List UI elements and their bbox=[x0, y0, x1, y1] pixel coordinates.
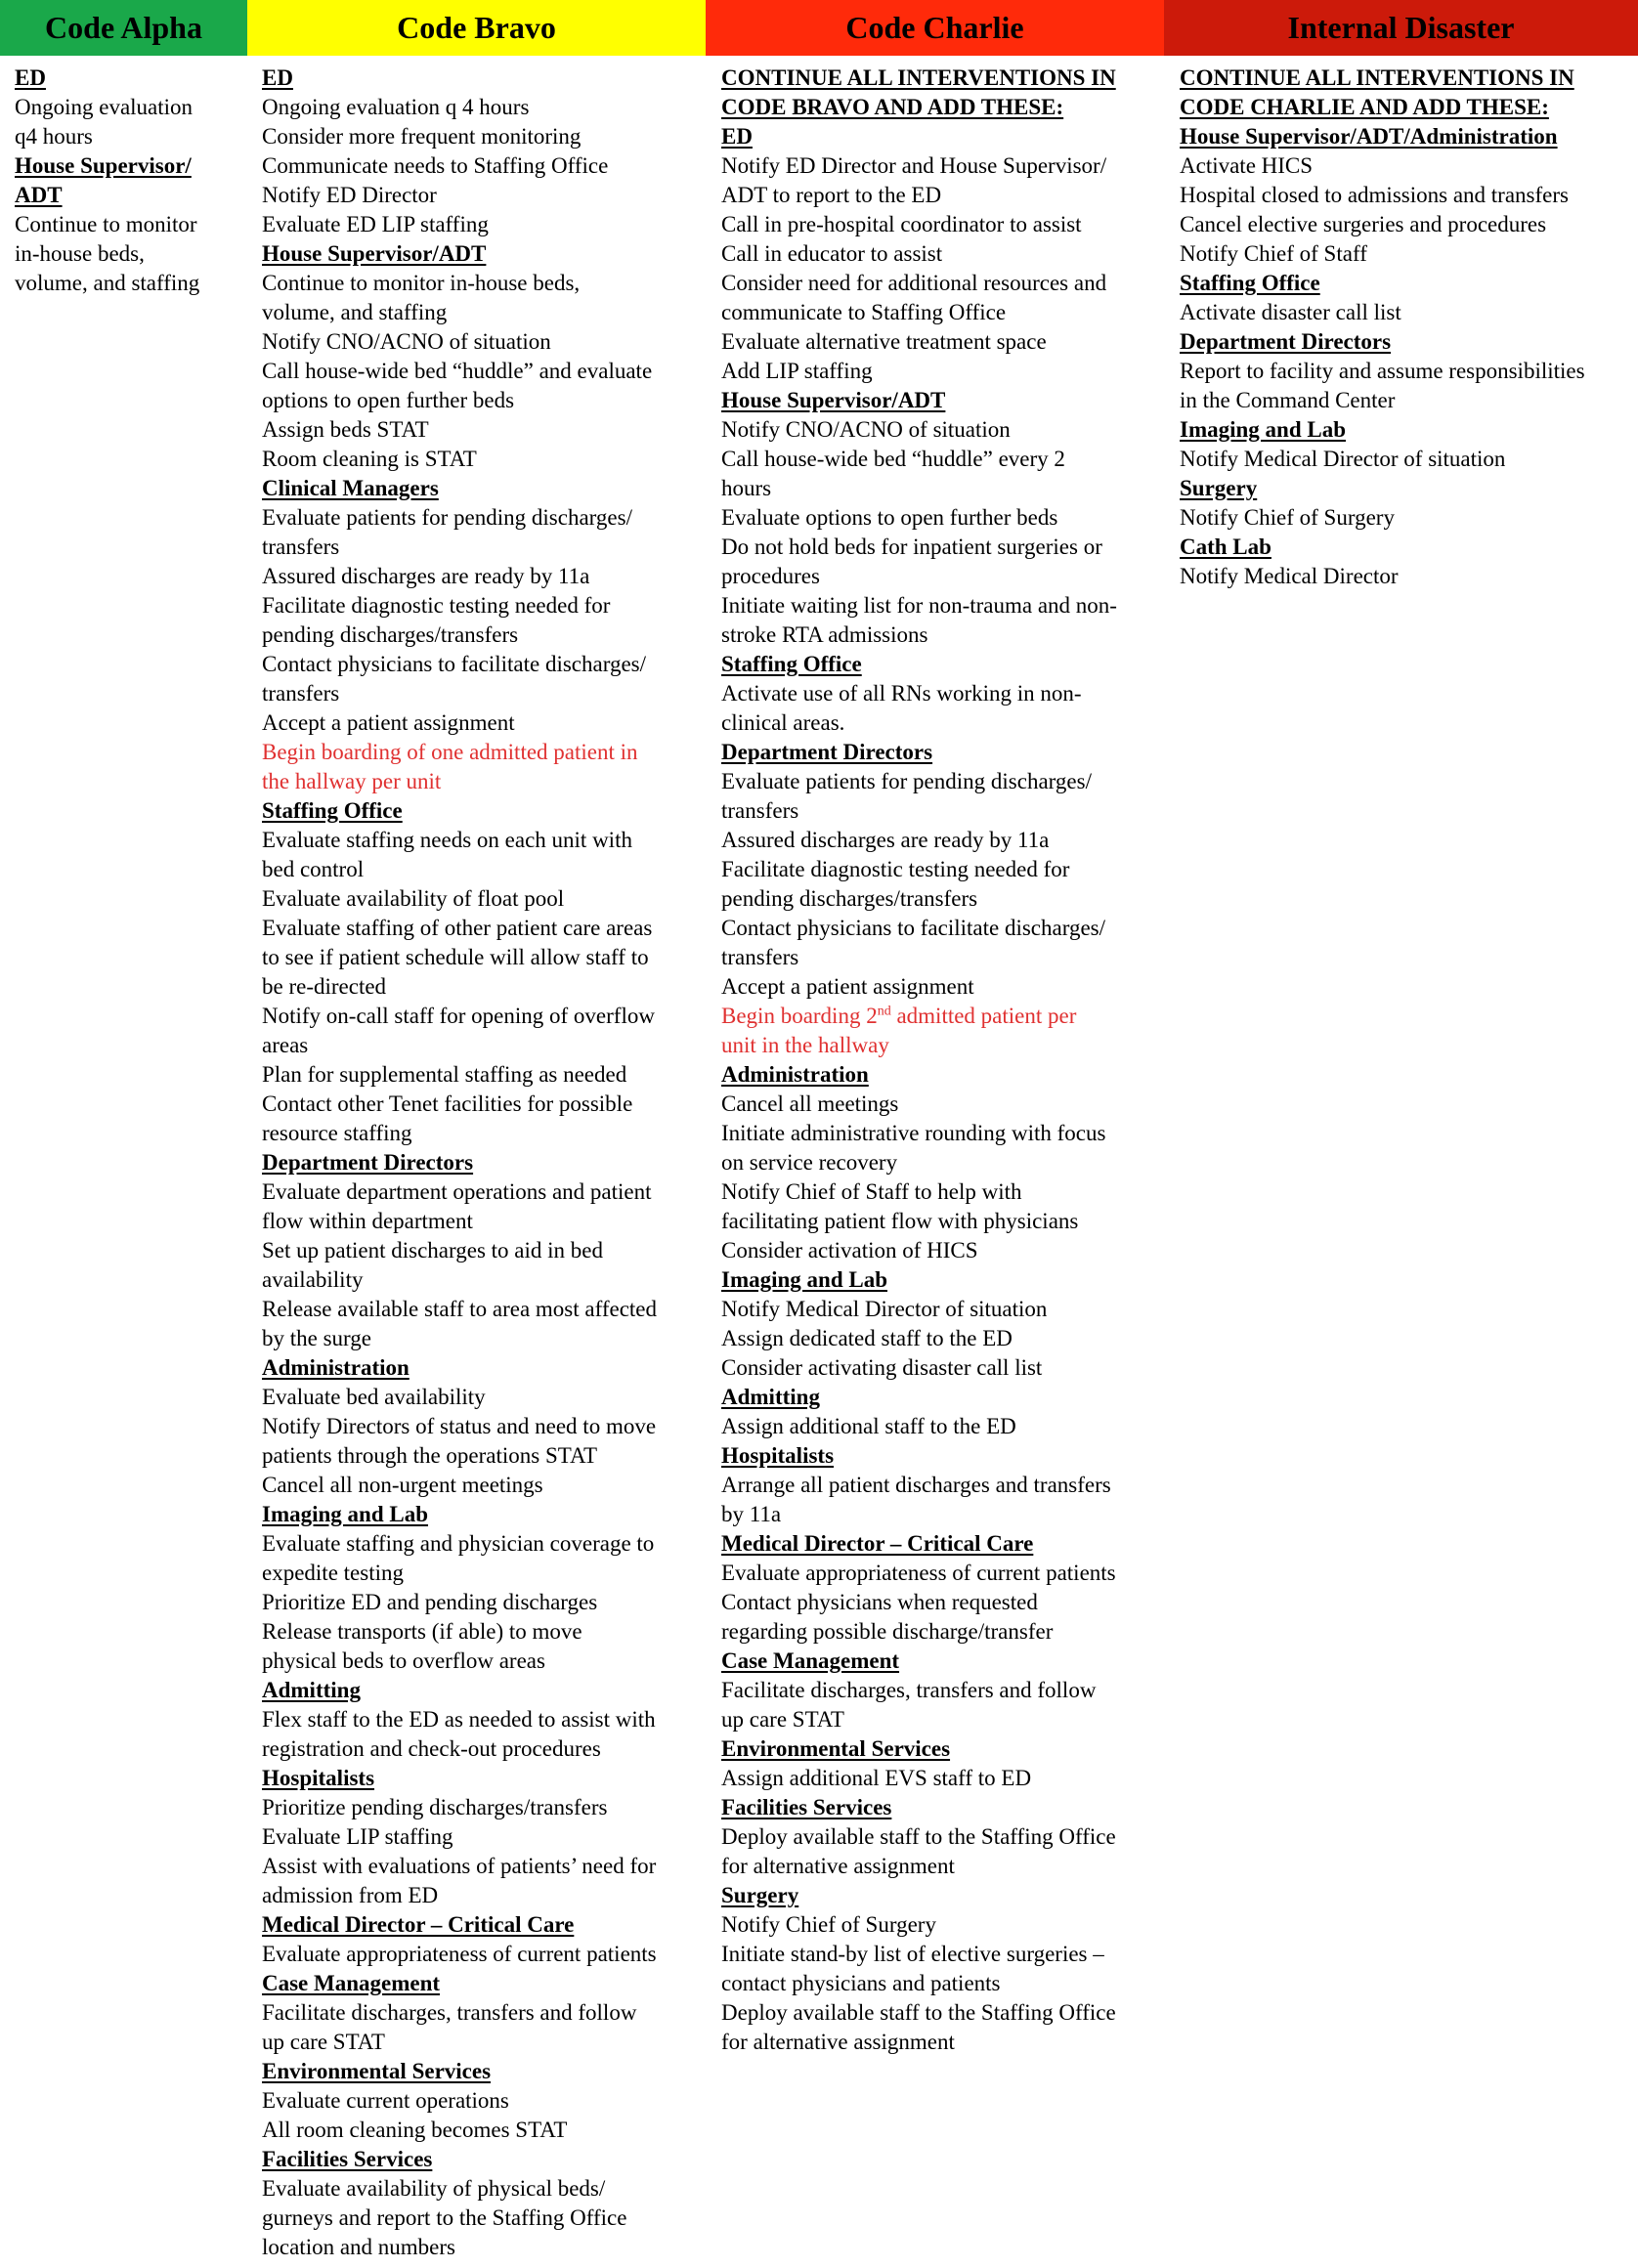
section-heading: Administration bbox=[262, 1355, 410, 1380]
section-heading: Medical Director – Critical Care bbox=[721, 1531, 1034, 1556]
action-line: Accept a patient assignment bbox=[721, 974, 974, 999]
action-line: Facilitate diagnostic testing needed for bbox=[262, 593, 611, 618]
action-line: volume, and staffing bbox=[15, 271, 200, 295]
action-line: Notify Medical Director bbox=[1180, 564, 1399, 588]
action-line: Notify Chief of Surgery bbox=[721, 1912, 936, 1937]
column-code-bravo bbox=[247, 64, 706, 2262]
action-line: Report to facility and assume responsibilities bbox=[1180, 359, 1585, 383]
action-line: be re-directed bbox=[262, 974, 387, 999]
action-line: Consider activating disaster call list bbox=[721, 1355, 1043, 1380]
action-line: bed control bbox=[262, 857, 365, 881]
action-line: Assist with evaluations of patients’ need for bbox=[262, 1854, 657, 1878]
action-line: Release transports (if able) to move bbox=[262, 1619, 582, 1644]
section-heading: ED bbox=[15, 65, 46, 90]
action-line: Notify CNO/ACNO of situation bbox=[262, 329, 551, 354]
action-line: Notify CNO/ACNO of situation bbox=[721, 417, 1011, 442]
action-line: Facilitate diagnostic testing needed for bbox=[721, 857, 1070, 881]
action-line: Contact physicians when requested bbox=[721, 1590, 1038, 1614]
action-line: Notify Directors of status and need to move bbox=[262, 1414, 657, 1438]
header-code-bravo: Code Bravo bbox=[247, 0, 706, 56]
action-line: Contact physicians to facilitate discharges/ bbox=[262, 652, 647, 676]
action-line: Assured discharges are ready by 11a bbox=[721, 828, 1050, 852]
section-heading: Imaging and Lab bbox=[262, 1502, 429, 1526]
action-line: Evaluate options to open further beds bbox=[721, 505, 1058, 530]
action-line: Assign dedicated staff to the ED bbox=[721, 1326, 1013, 1350]
action-line: Room cleaning is STAT bbox=[262, 447, 477, 471]
action-line: Continue to monitor in-house beds, bbox=[262, 271, 581, 295]
action-line: All room cleaning becomes STAT bbox=[262, 2118, 568, 2142]
action-line: Evaluate alternative treatment space bbox=[721, 329, 1047, 354]
section-heading: House Supervisor/ bbox=[15, 153, 192, 178]
section-heading: CONTINUE ALL INTERVENTIONS IN bbox=[721, 65, 1116, 90]
action-line: Evaluate department operations and patient bbox=[262, 1179, 652, 1204]
action-line: Cancel elective surgeries and procedures bbox=[1180, 212, 1547, 236]
section-heading: Department Directors bbox=[721, 740, 933, 764]
header-code-alpha: Code Alpha bbox=[0, 0, 247, 56]
action-line: on service recovery bbox=[721, 1150, 898, 1175]
action-line: by 11a bbox=[721, 1502, 782, 1526]
section-heading: Imaging and Lab bbox=[1180, 417, 1347, 442]
section-heading: Case Management bbox=[721, 1648, 900, 1673]
action-line: patients through the operations STAT bbox=[262, 1443, 598, 1468]
action-line: Notify ED Director bbox=[262, 183, 437, 207]
column-internal-disaster bbox=[1164, 64, 1638, 2262]
action-line: Notify Medical Director of situation bbox=[1180, 447, 1506, 471]
action-line: Evaluate staffing and physician coverage to bbox=[262, 1531, 655, 1556]
section-heading: ADT bbox=[15, 183, 63, 207]
action-line: Notify ED Director and House Supervisor/ bbox=[721, 153, 1107, 178]
section-heading: Medical Director – Critical Care bbox=[262, 1912, 575, 1937]
action-line: Cancel all non-urgent meetings bbox=[262, 1473, 543, 1497]
section-heading: CODE CHARLIE AND ADD THESE: bbox=[1180, 95, 1549, 119]
action-line: physical beds to overflow areas bbox=[262, 1648, 545, 1673]
header-row bbox=[0, 0, 1638, 56]
action-line: contact physicians and patients bbox=[721, 1971, 1001, 1995]
action-line: Assign additional EVS staff to ED bbox=[721, 1766, 1032, 1790]
action-line: Evaluate ED LIP staffing bbox=[262, 212, 489, 236]
action-line: Notify Medical Director of situation bbox=[721, 1297, 1048, 1321]
action-line: expedite testing bbox=[262, 1561, 404, 1585]
section-heading: Facilities Services bbox=[721, 1795, 892, 1819]
highlight-line: the hallway per unit bbox=[262, 769, 442, 793]
action-line: Release available staff to area most affected bbox=[262, 1297, 658, 1321]
line-text: Begin boarding 2 bbox=[721, 1004, 878, 1028]
section-heading: ED bbox=[262, 65, 293, 90]
section-heading: Staffing Office bbox=[721, 652, 862, 676]
action-line: Initiate waiting list for non-trauma and non- bbox=[721, 593, 1117, 618]
section-heading: Surgery bbox=[721, 1883, 799, 1907]
action-line: Prioritize pending discharges/transfers bbox=[262, 1795, 608, 1819]
column-code-alpha bbox=[0, 64, 247, 2262]
action-line: facilitating patient flow with physicians bbox=[721, 1209, 1079, 1233]
action-line: Initiate administrative rounding with focus bbox=[721, 1121, 1106, 1145]
action-line: Activate use of all RNs working in non- bbox=[721, 681, 1082, 706]
action-line: regarding possible discharge/transfer bbox=[721, 1619, 1054, 1644]
action-line: in-house beds, bbox=[15, 241, 145, 266]
action-line: availability bbox=[262, 1267, 364, 1292]
action-line: Do not hold beds for inpatient surgeries or bbox=[721, 535, 1102, 559]
action-line: location and numbers bbox=[262, 2235, 456, 2259]
action-line: Evaluate LIP staffing bbox=[262, 1824, 453, 1849]
action-line: Notify Chief of Surgery bbox=[1180, 505, 1395, 530]
action-line: for alternative assignment bbox=[721, 1854, 955, 1878]
section-heading: Department Directors bbox=[1180, 329, 1392, 354]
action-line: Evaluate patients for pending discharges/ bbox=[262, 505, 632, 530]
action-line: Evaluate availability of float pool bbox=[262, 886, 565, 911]
action-line: Call in educator to assist bbox=[721, 241, 943, 266]
section-heading: Admitting bbox=[262, 1678, 361, 1702]
section-heading: Department Directors bbox=[262, 1150, 474, 1175]
action-line: Notify Chief of Staff bbox=[1180, 241, 1367, 266]
section-heading: Case Management bbox=[262, 1971, 441, 1995]
section-heading: CODE BRAVO AND ADD THESE: bbox=[721, 95, 1064, 119]
action-line: hours bbox=[721, 476, 772, 500]
section-heading: Hospitalists bbox=[721, 1443, 835, 1468]
section-heading: CONTINUE ALL INTERVENTIONS IN bbox=[1180, 65, 1574, 90]
section-heading: Imaging and Lab bbox=[721, 1267, 888, 1292]
line-text: admitted patient per bbox=[890, 1004, 1077, 1028]
column-code-charlie bbox=[706, 64, 1164, 2262]
action-line: transfers bbox=[262, 535, 340, 559]
action-line: Evaluate availability of physical beds/ bbox=[262, 2176, 606, 2201]
action-line: Call house-wide bed “huddle” every 2 bbox=[721, 447, 1065, 471]
section-heading: Cath Lab bbox=[1180, 535, 1272, 559]
action-line: Evaluate bed availability bbox=[262, 1385, 486, 1409]
action-line: Consider need for additional resources and bbox=[721, 271, 1107, 295]
highlight-line: Begin boarding of one admitted patient in bbox=[262, 740, 638, 764]
action-line: Prioritize ED and pending discharges bbox=[262, 1590, 598, 1614]
action-line: Evaluate appropriateness of current patients bbox=[721, 1561, 1116, 1585]
action-line: Call house-wide bed “huddle” and evaluate bbox=[262, 359, 653, 383]
action-line: Initiate stand-by list of elective surgeries – bbox=[721, 1942, 1104, 1966]
action-line: pending discharges/transfers bbox=[262, 622, 519, 647]
action-line: Set up patient discharges to aid in bed bbox=[262, 1238, 603, 1262]
section-heading: Administration bbox=[721, 1062, 869, 1087]
action-line: Continue to monitor bbox=[15, 212, 197, 236]
action-line: Assign beds STAT bbox=[262, 417, 429, 442]
action-line: by the surge bbox=[262, 1326, 372, 1350]
action-line: Evaluate staffing needs on each unit with bbox=[262, 828, 632, 852]
section-heading: Staffing Office bbox=[262, 798, 403, 823]
action-line: procedures bbox=[721, 564, 820, 588]
action-line: Assign additional staff to the ED bbox=[721, 1414, 1016, 1438]
section-heading: Environmental Services bbox=[262, 2059, 492, 2083]
section-heading: ED bbox=[721, 124, 753, 149]
action-line: Deploy available staff to the Staffing Office bbox=[721, 2000, 1116, 2025]
action-line: Ongoing evaluation bbox=[15, 95, 194, 119]
action-line: transfers bbox=[262, 681, 340, 706]
action-line: Notify Chief of Staff to help with bbox=[721, 1179, 1022, 1204]
action-line: options to open further beds bbox=[262, 388, 515, 412]
action-line: Accept a patient assignment bbox=[262, 710, 515, 735]
highlight-line bbox=[721, 1002, 1160, 1031]
action-line: pending discharges/transfers bbox=[721, 886, 978, 911]
action-line: Hospital closed to admissions and transfers bbox=[1180, 183, 1569, 207]
action-line: Call in pre-hospital coordinator to assist bbox=[721, 212, 1082, 236]
section-heading: Admitting bbox=[721, 1385, 820, 1409]
action-line: ADT to report to the ED bbox=[721, 183, 942, 207]
action-line: Add LIP staffing bbox=[721, 359, 873, 383]
action-line: up care STAT bbox=[721, 1707, 844, 1732]
action-line: areas bbox=[262, 1033, 309, 1057]
action-line: transfers bbox=[721, 798, 799, 823]
header-internal-disaster: Internal Disaster bbox=[1164, 0, 1638, 56]
action-line: Evaluate patients for pending discharges/ bbox=[721, 769, 1092, 793]
section-heading: Surgery bbox=[1180, 476, 1258, 500]
section-heading: Staffing Office bbox=[1180, 271, 1320, 295]
action-line: to see if patient schedule will allow staff to bbox=[262, 945, 649, 969]
action-line: volume, and staffing bbox=[262, 300, 448, 324]
action-line: Contact other Tenet facilities for possible bbox=[262, 1091, 633, 1116]
section-heading: Environmental Services bbox=[721, 1736, 951, 1761]
action-line: resource staffing bbox=[262, 1121, 412, 1145]
action-line: Consider activation of HICS bbox=[721, 1238, 978, 1262]
action-line: Deploy available staff to the Staffing Office bbox=[721, 1824, 1116, 1849]
section-heading: House Supervisor/ADT/Administration bbox=[1180, 124, 1558, 149]
action-line: Notify on-call staff for opening of overflow bbox=[262, 1004, 655, 1028]
action-line: Plan for supplemental staffing as needed bbox=[262, 1062, 627, 1087]
action-line: Activate HICS bbox=[1180, 153, 1314, 178]
highlight-line: unit in the hallway bbox=[721, 1033, 889, 1057]
section-heading: Facilities Services bbox=[262, 2147, 433, 2171]
header-code-charlie: Code Charlie bbox=[706, 0, 1164, 56]
action-line: Evaluate current operations bbox=[262, 2088, 509, 2113]
action-line: transfers bbox=[721, 945, 799, 969]
action-line: Arrange all patient discharges and transfers bbox=[721, 1473, 1111, 1497]
columns-body bbox=[0, 56, 1638, 2262]
action-line: Evaluate staffing of other patient care areas bbox=[262, 916, 653, 940]
action-line: Assured discharges are ready by 11a bbox=[262, 564, 590, 588]
action-line: gurneys and report to the Staffing Office bbox=[262, 2205, 627, 2230]
action-line: Communicate needs to Staffing Office bbox=[262, 153, 609, 178]
ordinal-suffix: nd bbox=[877, 1004, 891, 1019]
section-heading: Hospitalists bbox=[262, 1766, 375, 1790]
action-line: stroke RTA admissions bbox=[721, 622, 928, 647]
section-heading: Clinical Managers bbox=[262, 476, 439, 500]
action-line: Consider more frequent monitoring bbox=[262, 124, 582, 149]
action-line: Facilitate discharges, transfers and follow bbox=[721, 1678, 1097, 1702]
action-line: for alternative assignment bbox=[721, 2030, 955, 2054]
section-heading: House Supervisor/ADT bbox=[262, 241, 487, 266]
action-line: communicate to Staffing Office bbox=[721, 300, 1007, 324]
action-line: Flex staff to the ED as needed to assist with bbox=[262, 1707, 656, 1732]
action-line: q4 hours bbox=[15, 124, 93, 149]
action-line: Cancel all meetings bbox=[721, 1091, 899, 1116]
action-line: up care STAT bbox=[262, 2030, 385, 2054]
action-line: flow within department bbox=[262, 1209, 473, 1233]
action-line: Ongoing evaluation q 4 hours bbox=[262, 95, 530, 119]
section-heading: House Supervisor/ADT bbox=[721, 388, 946, 412]
action-line: clinical areas. bbox=[721, 710, 845, 735]
action-line: Contact physicians to facilitate discharges/ bbox=[721, 916, 1106, 940]
action-line: Activate disaster call list bbox=[1180, 300, 1401, 324]
action-line: Facilitate discharges, transfers and follow bbox=[262, 2000, 637, 2025]
action-line: admission from ED bbox=[262, 1883, 439, 1907]
action-line: in the Command Center bbox=[1180, 388, 1396, 412]
action-line: registration and check-out procedures bbox=[262, 1736, 601, 1761]
action-line: Evaluate appropriateness of current patients bbox=[262, 1942, 657, 1966]
